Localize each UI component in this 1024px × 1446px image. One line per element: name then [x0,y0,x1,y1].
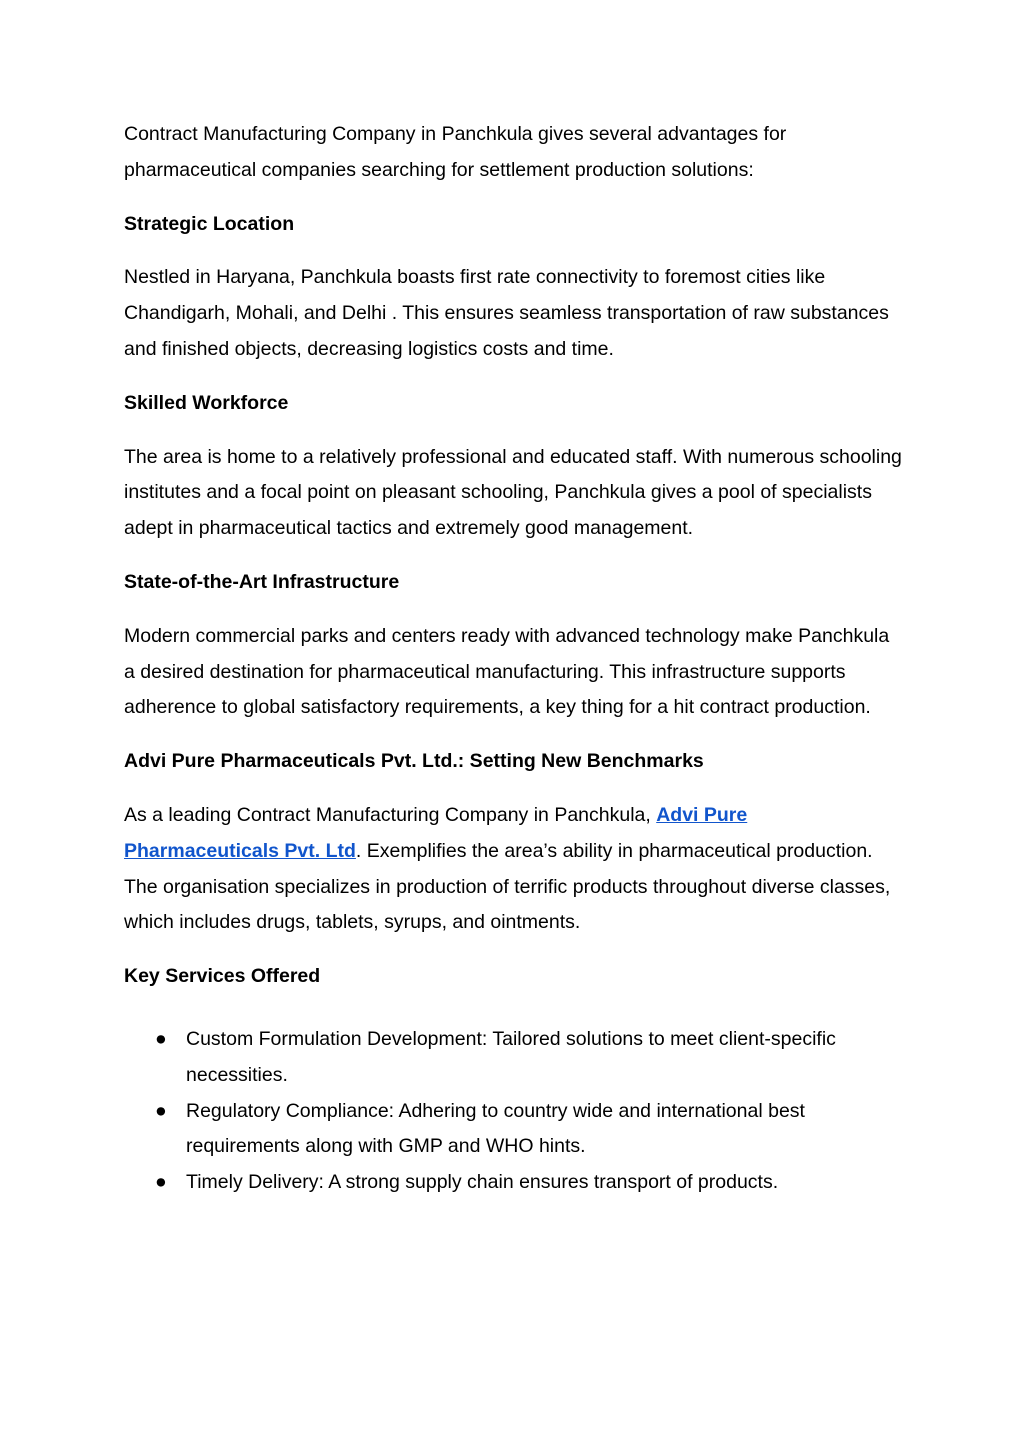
heading-strategic-location: Strategic Location [124,212,295,235]
advi-pure-link[interactable]: Advi Pure Pharmaceuticals Pvt. Ltd [124,803,748,862]
infrastructure-paragraph: Modern commercial parks and centers ready with advanced technology make Panchkula a desired destination for pharmaceutical manufacturing. This infrastructure supports adherence to global satisfactory requirements, a key thing for a hit contract production. [124,624,890,719]
advi-text-after-link: . Exemplifies the area’s ability in pharmaceutical production. The organisation specializes in production of terrific products throughout diverse classes, which includes drugs, tablets, syrups, and ointments. [124,839,891,934]
bullet-icon: ● [155,1027,167,1050]
list-item [155,1094,904,1166]
list-item [155,1022,904,1094]
advi-pure-paragraph [124,798,904,941]
heading-key-services: Key Services Offered [124,965,321,988]
heading-infrastructure: State-of-the-Art Infrastructure [124,570,400,593]
strategic-location-paragraph: Nestled in Haryana, Panchkula boasts first rate connectivity to foremost cities like Chandigarh, Mohali, and Delhi . This ensures seamless transportation of raw substances and finished objects, decreasing logistics costs and time. [124,266,889,360]
heading-advi-pure: Advi Pure Pharmaceuticals Pvt. Ltd.: Setting New Benchmarks [124,750,704,773]
service-text: Regulatory Compliance: Adhering to country wide and international best requirements along with GMP and WHO hints. [186,1099,805,1158]
skilled-workforce-paragraph: The area is home to a relatively professional and educated staff. With numerous schooling institutes and a focal point on pleasant schooling, Panchkula gives a pool of specialists adept in pharmaceutical tactics and extremely good management. [124,445,902,540]
bullet-icon: ● [155,1099,167,1122]
service-text: Timely Delivery: A strong supply chain ensures transport of products. [186,1171,779,1194]
list-item [155,1165,904,1201]
bullet-icon: ● [155,1171,167,1194]
heading-skilled-workforce: Skilled Workforce [124,391,289,414]
intro-paragraph: Contract Manufacturing Company in Panchkula gives several advantages for pharmaceutical companies searching for settlement production solutions: [124,123,787,181]
services-list [124,1022,904,1201]
advi-text-before-link: As a leading Contract Manufacturing Company in Panchkula, [124,803,657,826]
document-page [124,117,904,1201]
service-text: Custom Formulation Development: Tailored solutions to meet client-specific necessities. [186,1027,836,1086]
